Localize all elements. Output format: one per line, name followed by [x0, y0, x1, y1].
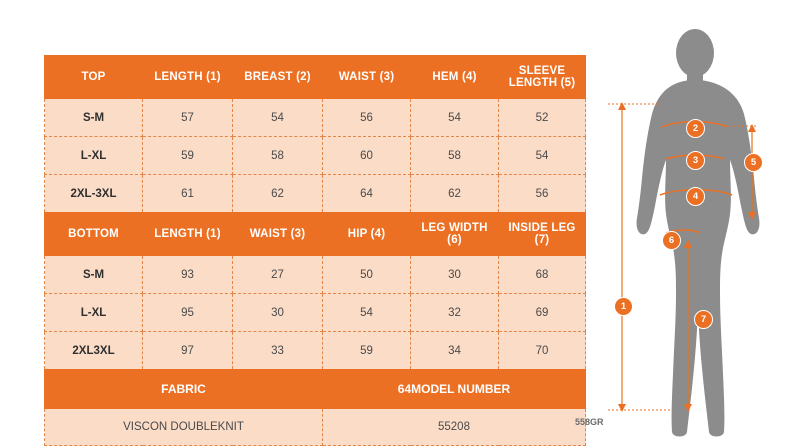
marker-6-leg-width: 6 — [662, 231, 681, 250]
header-cell: TOP — [45, 56, 143, 99]
bottom-header-row — [45, 213, 586, 256]
cell-value: 62 — [411, 175, 499, 213]
marker-1-total-length: 1 — [614, 297, 633, 316]
row-label: S-M — [45, 99, 143, 137]
cell-value: 68 — [499, 256, 586, 294]
cell-value: 32 — [411, 294, 499, 332]
body-figure — [600, 18, 800, 441]
cell-value: 54 — [499, 137, 586, 175]
table-row — [45, 332, 586, 370]
cell-value: 33 — [233, 332, 323, 370]
cell-value: 30 — [233, 294, 323, 332]
cell-value: 62 — [233, 175, 323, 213]
table-row — [45, 256, 586, 294]
style-code: 558GR — [575, 417, 604, 427]
header-cell: BREAST (2) — [233, 56, 323, 99]
cell-value: 54 — [411, 99, 499, 137]
cell-value: 54 — [323, 294, 411, 332]
cell-value: 56 — [499, 175, 586, 213]
model-header: 64MODEL NUMBER — [323, 370, 586, 409]
cell-value: 59 — [143, 137, 233, 175]
row-label: S-M — [45, 256, 143, 294]
fabric-value-row — [45, 409, 586, 446]
cell-value: 95 — [143, 294, 233, 332]
header-cell: LENGTH (1) — [143, 213, 233, 256]
table-row — [45, 137, 586, 175]
fabric-header: FABRIC — [45, 370, 323, 409]
cell-value: 69 — [499, 294, 586, 332]
row-label: L-XL — [45, 137, 143, 175]
cell-value: 64 — [323, 175, 411, 213]
marker-5-sleeve-length: 5 — [744, 153, 763, 172]
row-label: 2XL-3XL — [45, 175, 143, 213]
header-cell: HEM (4) — [411, 56, 499, 99]
cell-value: 61 — [143, 175, 233, 213]
table-row — [45, 294, 586, 332]
cell-value: 52 — [499, 99, 586, 137]
header-cell: HIP (4) — [323, 213, 411, 256]
size-table-container — [44, 55, 585, 446]
table-row — [45, 175, 586, 213]
marker-3-waist: 3 — [686, 151, 705, 170]
cell-value: 58 — [411, 137, 499, 175]
marker-2-breast: 2 — [686, 119, 705, 138]
cell-value: 70 — [499, 332, 586, 370]
cell-value: 56 — [323, 99, 411, 137]
header-cell: LEG WIDTH (6) — [411, 213, 499, 256]
cell-value: 97 — [143, 332, 233, 370]
cell-value: 57 — [143, 99, 233, 137]
header-cell: SLEEVE LENGTH (5) — [499, 56, 586, 99]
cell-value: 34 — [411, 332, 499, 370]
header-cell: INSIDE LEG (7) — [499, 213, 586, 256]
header-cell: WAIST (3) — [233, 213, 323, 256]
fabric-value: VISCON DOUBLEKNIT — [45, 409, 323, 446]
cell-value: 58 — [233, 137, 323, 175]
top-header-row — [45, 56, 586, 99]
fabric-header-row — [45, 370, 586, 409]
cell-value: 93 — [143, 256, 233, 294]
marker-7-inside-leg: 7 — [694, 310, 713, 329]
model-value: 55208 — [323, 409, 586, 446]
cell-value: 60 — [323, 137, 411, 175]
cell-value: 54 — [233, 99, 323, 137]
row-label: 2XL3XL — [45, 332, 143, 370]
size-table — [44, 55, 586, 446]
cell-value: 27 — [233, 256, 323, 294]
header-cell: WAIST (3) — [323, 56, 411, 99]
table-row — [45, 99, 586, 137]
row-label: L-XL — [45, 294, 143, 332]
cell-value: 30 — [411, 256, 499, 294]
marker-4-hip-hem: 4 — [686, 187, 705, 206]
header-cell: BOTTOM — [45, 213, 143, 256]
cell-value: 50 — [323, 256, 411, 294]
header-cell: LENGTH (1) — [143, 56, 233, 99]
cell-value: 59 — [323, 332, 411, 370]
